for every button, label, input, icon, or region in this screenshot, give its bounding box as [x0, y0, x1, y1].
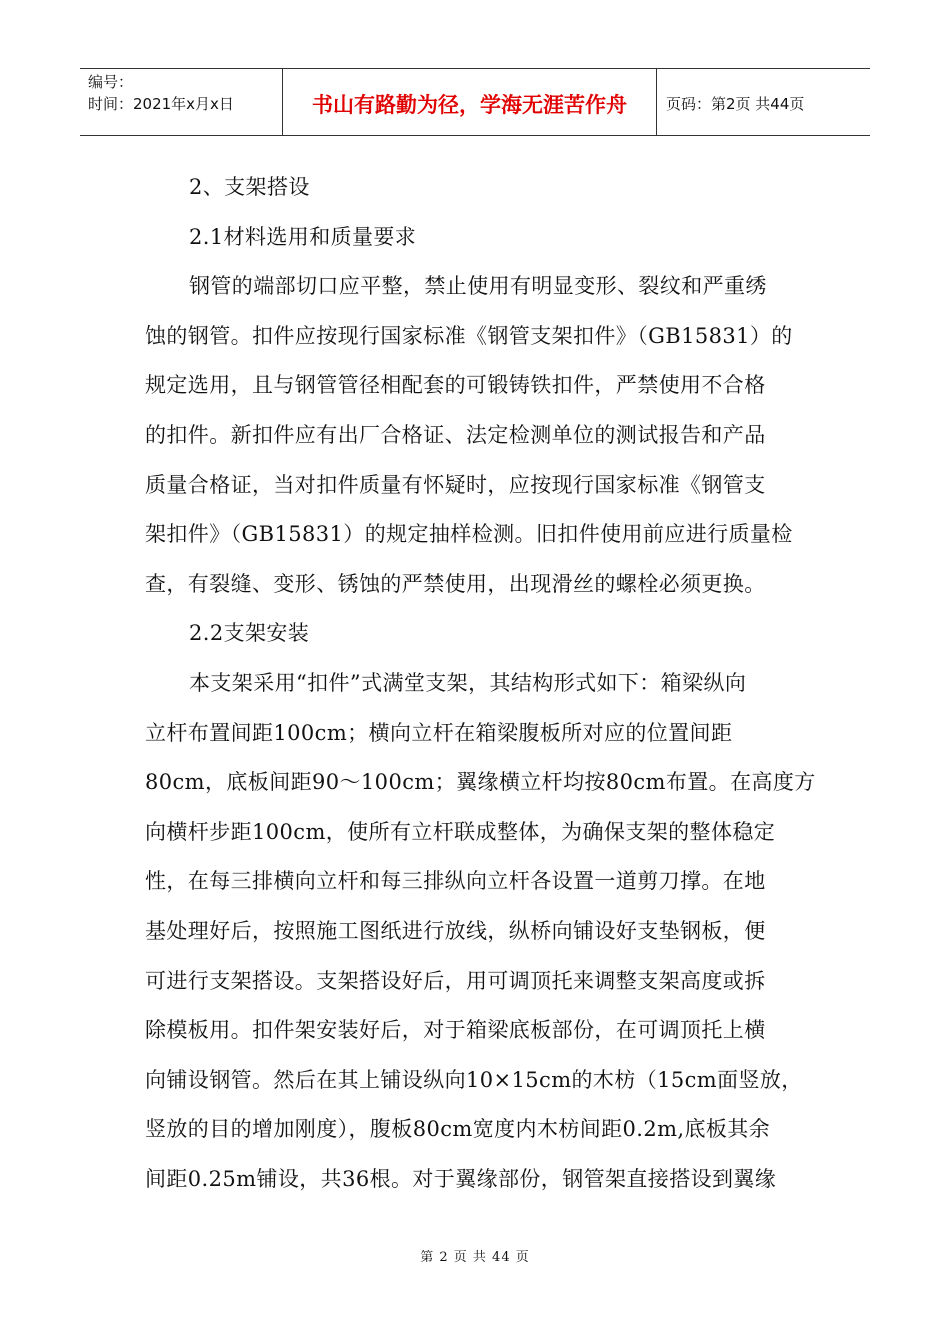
paragraph-line: 蚀的钢管。扣件应按现行国家标准《钢管支架扣件》（GB15831）的 — [145, 323, 793, 348]
paragraph-line: 80cm，底板间距90～100cm；翼缘横立杆均按80cm布置。在高度方 — [145, 770, 816, 795]
paragraph-line: 规定选用，且与钢管管径相配套的可锻铸铁扣件，严禁使用不合格 — [145, 373, 766, 398]
header-page-label: 页码：第2页 共44页 — [666, 94, 805, 113]
header-meta-cell — [80, 69, 283, 135]
paragraph-line: 本支架采用“扣件”式满堂支架，其结构形式如下：箱梁纵向 — [189, 670, 747, 695]
page-footer: 第 2 页 共 44 页 — [420, 1250, 530, 1265]
paragraph-line: 可进行支架搭设。支架搭设好后，用可调顶托来调整支架高度或拆 — [145, 968, 766, 993]
paragraph-line: 间距0.25m铺设，共36根。对于翼缘部份，钢管架直接搭设到翼缘 — [145, 1166, 777, 1191]
section-heading: 2、支架搭设 — [189, 175, 310, 199]
paragraph-line: 立杆布置间距100cm；横向立杆在箱梁腹板所对应的位置间距 — [145, 720, 733, 745]
document-time-label: 时间：2021年x月x日 — [88, 95, 234, 113]
paragraph-line: 向铺设钢管。然后在其上铺设纵向10×15cm的木枋（15cm面竖放， — [145, 1067, 803, 1092]
document-body — [145, 163, 816, 1204]
header-table — [80, 68, 870, 136]
header-page-cell — [657, 69, 870, 135]
document-number-label: 编号： — [88, 73, 134, 91]
header-motto: 书山有路勤为径，学海无涯苦作舟 — [312, 93, 627, 117]
paragraph-line: 钢管的端部切口应平整，禁止使用有明显变形、裂纹和严重绣 — [189, 274, 767, 299]
paragraph-line: 基处理好后，按照施工图纸进行放线，纵桥向铺设好支垫钢板，便 — [145, 918, 766, 943]
header-motto-cell — [283, 69, 657, 135]
paragraph-line: 向横杆步距100cm，使所有立杆联成整体，为确保支架的整体稳定 — [145, 819, 776, 844]
paragraph-line: 除模板用。扣件架安装好后，对于箱梁底板部份，在可调顶托上横 — [145, 1018, 766, 1043]
subsection-heading: 2.2支架安装 — [189, 621, 310, 646]
paragraph-line: 查，有裂缝、变形、锈蚀的严禁使用，出现滑丝的螺栓必须更换。 — [145, 571, 766, 596]
paragraph-line: 架扣件》（GB15831）的规定抽样检测。旧扣件使用前应进行质量检 — [145, 522, 793, 547]
paragraph-line: 竖放的目的增加刚度），腹板80cm宽度内木枋间距0.2m,底板其余 — [145, 1117, 771, 1142]
paragraph-line: 性，在每三排横向立杆和每三排纵向立杆各设置一道剪刀撑。在地 — [145, 869, 766, 894]
paragraph-line: 质量合格证，当对扣件质量有怀疑时，应按现行国家标准《钢管支 — [145, 472, 766, 497]
subsection-heading: 2.1材料选用和质量要求 — [189, 224, 417, 249]
paragraph-line: 的扣件。新扣件应有出厂合格证、法定检测单位的测试报告和产品 — [145, 422, 766, 447]
